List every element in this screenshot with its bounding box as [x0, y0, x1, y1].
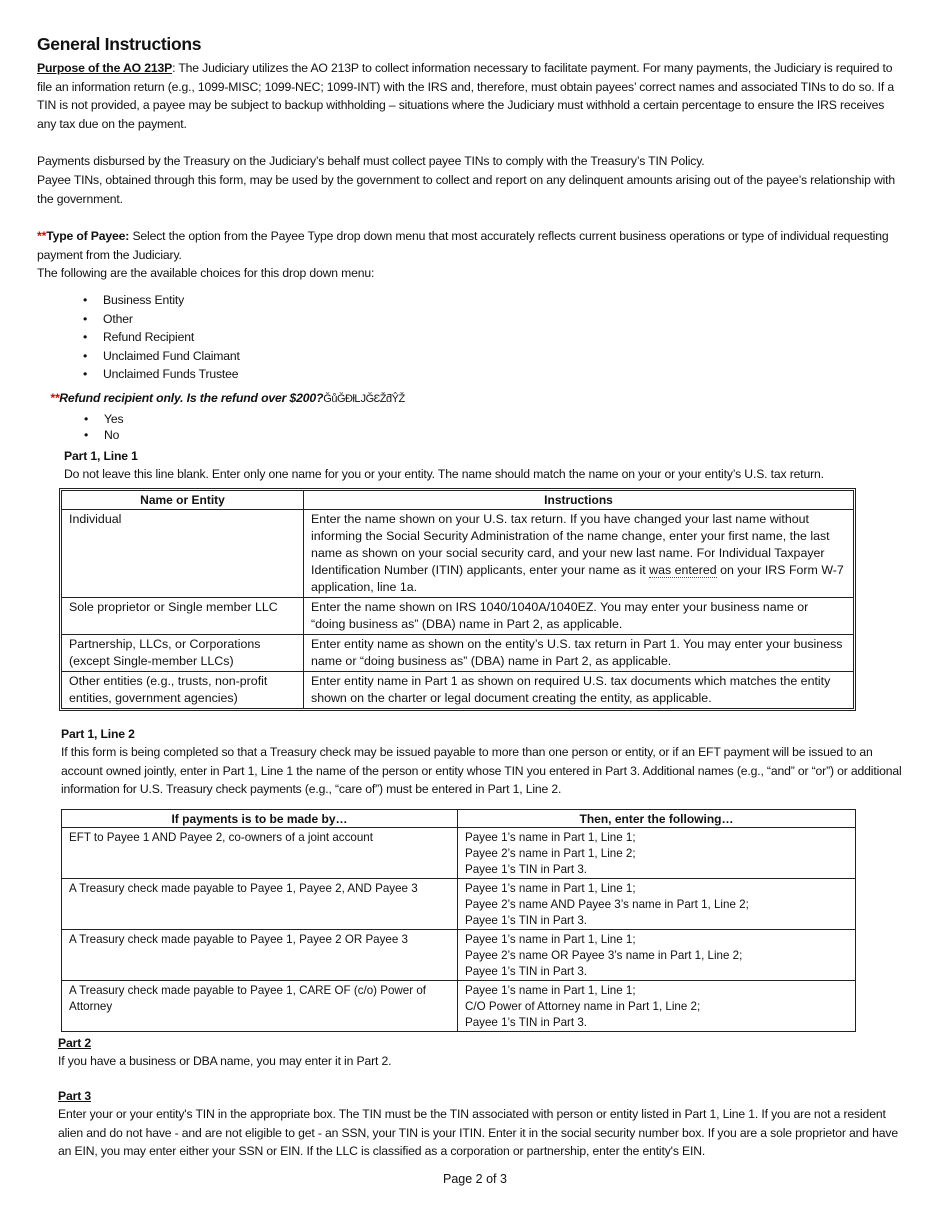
list-item: • No: [104, 427, 123, 443]
entry-line: Payee 1’s TIN in Part 3.: [465, 965, 588, 978]
table-row: [62, 598, 854, 635]
table-cell-instructions: Enter entity name in Part 1 as shown on required U.S. tax documents which matches the entity shown on the charter or legal document creating the entity, as applicable.: [304, 672, 854, 709]
instructions-text: on your IRS Form W-7 application, line 1a.: [311, 563, 844, 594]
table-row: [62, 510, 854, 598]
entry-line: Payee 2’s name in Part 1, Line 2;: [465, 847, 636, 860]
part1-line1-heading: Part 1, Line 1: [64, 449, 138, 463]
garbled-text: ĞůĞĐƚǇĞƐŽƌŶŽ: [323, 393, 405, 405]
table-cell-entity: Sole proprietor or Single member LLC: [62, 598, 304, 635]
page-title: General Instructions: [37, 34, 202, 54]
entry-line: Payee 1’s name in Part 1, Line 1;: [465, 831, 636, 844]
table-row: [62, 672, 854, 709]
purpose-label: Purpose of the AO 213P: [37, 61, 173, 75]
entry-line: Payee 2’s name OR Payee 3’s name in Part 1, Line 2;: [465, 949, 743, 962]
table-row: [62, 879, 856, 930]
table-cell-entity: Other entities (e.g., trusts, non-profit entities, government agencies): [62, 672, 304, 709]
list-item: • Refund Recipient: [103, 328, 240, 347]
table-header: Then, enter the following…: [458, 810, 856, 828]
list-item: • Unclaimed Fund Claimant: [103, 347, 240, 366]
part1-line2-heading: Part 1, Line 2: [61, 727, 135, 741]
entry-line: Payee 1’s TIN in Part 3.: [465, 863, 588, 876]
table-header-row: [62, 810, 856, 828]
required-marker: **: [50, 391, 60, 405]
table-row: [62, 635, 854, 672]
table-cell-instructions: Enter entity name as shown on the entity’s U.S. tax return in Part 1. You may enter your business name or “doing business as” (DBA) name in Part 2, as applicable.: [304, 635, 854, 672]
list-item: • Unclaimed Funds Trustee: [103, 365, 240, 384]
payee-type-text: Select the option from the Payee Type drop down menu that most accurately reflects current business operations or type of individual requesting payment from the Judiciary.: [37, 229, 889, 262]
payee-type-label: Type of Payee:: [46, 229, 130, 243]
purpose-text: : The Judiciary utilizes the AO 213P to collect information necessary to facilitate payment. For many payments, the Judiciary is required to file an information return (e.g., 1099-MISC; 1099-NEC; 1099-INT) with the IRS and, therefore, must obtain payees’ correct names and associated TINs to do so. If a TIN is not provided, a payee may be subject to backup withholding – situations where the Judiciary must withhold a certain percentage to ensure the IRS receives any tax due on the payment.: [37, 61, 895, 131]
payment-recipients-table: [61, 809, 856, 1032]
table-cell-instructions: Enter the name shown on IRS 1040/1040A/1040EZ. You may enter your business name or “doing business as” (DBA) name in Part 2, as applicable.: [304, 598, 854, 635]
entry-line: Payee 1’s name in Part 1, Line 1;: [465, 984, 636, 997]
name-entity-table: [61, 490, 854, 709]
part1-line2-text: If this form is being completed so that a Treasury check may be issued payable to more than one person or entity, or if an EFT payment will be issued to an account owned jointly, enter in Part 1, Line 1 the name of the person or entity whose TIN you entered in Part 3. Additional names (e.g., “and” or “or”) or additional information for U.S. Treasury check payments (e.g., “care of”) must be entered in Part 1, Line 2.: [61, 745, 902, 796]
instructions-text: Enter the name shown on your U.S. tax return. If you have changed your last name without informing the Social Security Administration of the name change, enter your first name, the last name as shown on your social security card, and your new last name. For Individual Taxpayer Identification Number (ITIN) applicants, enter your name as it: [311, 512, 830, 577]
table-cell-entries: [458, 828, 856, 879]
table-row: [62, 930, 856, 981]
table-header: Name or Entity: [62, 491, 304, 510]
entry-line: Payee 1’s TIN in Part 3.: [465, 914, 588, 927]
list-item: • Yes: [104, 411, 123, 427]
refund-question-text: Refund recipient only. Is the refund over $200?: [59, 391, 324, 405]
part2-heading: Part 2: [58, 1036, 91, 1050]
table-cell-condition: A Treasury check made payable to Payee 1, Payee 2 OR Payee 3: [62, 930, 458, 981]
treasury-paragraph-1: Payments disbursed by the Treasury on the Judiciary’s behalf must collect payee TINs to comply with the Treasury’s TIN Policy.: [37, 154, 705, 168]
table-cell-entries: [458, 879, 856, 930]
list-item: • Business Entity: [103, 291, 240, 310]
part3-heading: Part 3: [58, 1089, 91, 1103]
part2-text: If you have a business or DBA name, you may enter it in Part 2.: [58, 1054, 392, 1068]
list-item: • Other: [103, 310, 240, 329]
table-cell-condition: A Treasury check made payable to Payee 1, CARE OF (c/o) Power of Attorney: [62, 981, 458, 1032]
refund-question: [50, 389, 405, 409]
refund-options-list: [104, 411, 123, 443]
entry-line: Payee 1’s TIN in Part 3.: [465, 1016, 588, 1029]
table-cell-condition: EFT to Payee 1 AND Payee 2, co-owners of a joint account: [62, 828, 458, 879]
table-cell-entity: Partnership, LLCs, or Corporations (except Single-member LLCs): [62, 635, 304, 672]
purpose-paragraph: [37, 59, 905, 133]
payee-type-options-list: [103, 291, 240, 384]
table-row: [62, 981, 856, 1032]
table-header: If payments is to be made by…: [62, 810, 458, 828]
entry-line: Payee 1’s name in Part 1, Line 1;: [465, 882, 636, 895]
table-cell-entity: Individual: [62, 510, 304, 598]
proofing-marked-text: was entered: [649, 563, 717, 577]
entry-line: C/O Power of Attorney name in Part 1, Line 2;: [465, 1000, 701, 1013]
payee-type-paragraph: [37, 227, 905, 264]
treasury-paragraph-2: Payee TINs, obtained through this form, may be used by the government to collect and report on any delinquent amounts arising out of the payee’s relationship with the government.: [37, 173, 896, 206]
entry-line: Payee 2’s name AND Payee 3’s name in Part 1, Line 2;: [465, 898, 749, 911]
part1-line1-text: Do not leave this line blank. Enter only one name for you or your entity. The name should match the name on your or your entity’s U.S. tax return.: [64, 467, 824, 481]
table-cell-entries: [458, 981, 856, 1032]
entry-line: Payee 1’s name in Part 1, Line 1;: [465, 933, 636, 946]
table-cell-entries: [458, 930, 856, 981]
payee-type-intro: The following are the available choices for this drop down menu:: [37, 266, 375, 280]
table-cell-instructions: [304, 510, 854, 598]
table-header-row: [62, 491, 854, 510]
table-row: [62, 828, 856, 879]
part3-text: Enter your or your entity's TIN in the appropriate box. The TIN must be the TIN associated with person or entity listed in Part 1, Line 1. If you are not a resident alien and do not have - and are not eligible to get - an SSN, your TIN is your ITIN. Enter it in the social security number box. If you are a sole proprietor and have an EIN, you may enter either your SSN or EIN. If the LLC is classified as a corporation or partnership, enter the entity's EIN.: [58, 1107, 898, 1158]
required-marker: **: [37, 229, 47, 243]
table-header: Instructions: [304, 491, 854, 510]
table-cell-condition: A Treasury check made payable to Payee 1, Payee 2, AND Payee 3: [62, 879, 458, 930]
page-number: Page 2 of 3: [443, 1172, 507, 1186]
